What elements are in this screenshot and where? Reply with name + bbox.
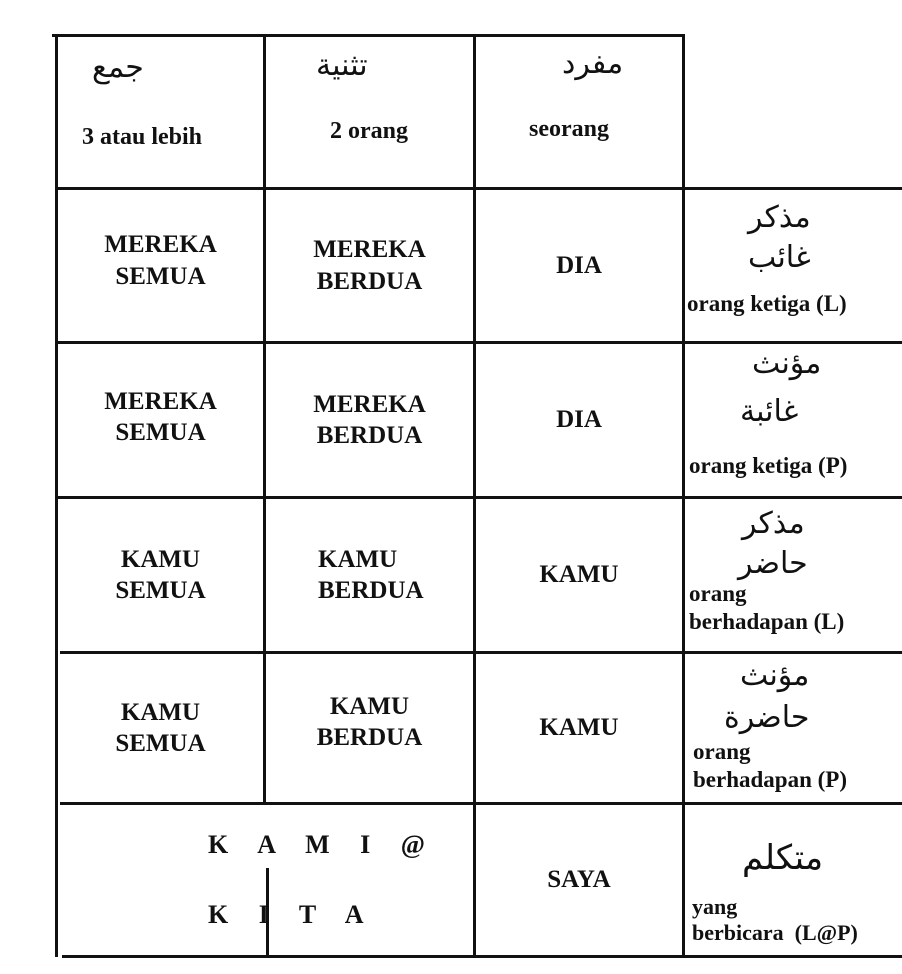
label-line: berbicara (L@P) <box>692 920 858 946</box>
mufrad-cell <box>476 654 682 802</box>
tatsniyah-cell <box>266 499 473 651</box>
label-line: orang <box>689 581 747 606</box>
cell-line: KAMU <box>539 561 619 589</box>
merged-plural-cell-line: K I T A <box>208 900 376 929</box>
cell-line: KAMU <box>318 545 398 573</box>
label-line: berhadapan (L) <box>689 608 845 634</box>
tatsniyah-cell <box>266 654 473 802</box>
label-line: berhadapan (P) <box>693 766 847 792</box>
mufrad-cell <box>476 499 682 651</box>
person-label <box>689 452 847 480</box>
cell-line: DIA <box>556 406 602 434</box>
cell-line: SEMUA <box>115 262 206 290</box>
column-divider <box>682 34 685 957</box>
arabic-pronoun-category: مؤنث <box>740 658 810 693</box>
tatsniyah-heading-label: 2 orang <box>330 118 408 144</box>
cell-line: BERDUA <box>316 422 423 449</box>
person-label <box>693 738 847 793</box>
cell-line: MEREKA <box>313 236 426 264</box>
arabic-pronoun-category: مؤنث <box>752 346 822 381</box>
cell-line: KAMU <box>120 545 201 573</box>
cell-line: MEREKA <box>313 390 426 418</box>
merged-plural-cell-line: K A M I @ <box>208 830 437 859</box>
cell-line: SAYA <box>547 866 611 894</box>
cell-line: DIA <box>556 251 602 279</box>
mufrad-arabic-heading: مفرد <box>562 46 624 81</box>
jamak-cell <box>58 190 263 341</box>
cell-line: BERDUA <box>316 267 423 295</box>
person-label <box>689 580 844 635</box>
person-label <box>692 894 858 947</box>
arabic-pronoun-category: مذكر <box>742 506 805 541</box>
mufrad-cell <box>476 344 682 496</box>
table-border-bottom <box>62 955 902 958</box>
arabic-pronoun-category: حاضرة <box>724 700 810 735</box>
cell-line: KAMU <box>329 692 410 720</box>
tatsniyah-cell <box>266 190 473 341</box>
label-line: orang ketiga (L) <box>687 291 847 316</box>
cell-line: MEREKA <box>104 231 217 259</box>
cell-line: SEMUA <box>115 577 206 604</box>
tatsniyah-cell <box>266 344 473 496</box>
jamak-heading-label: 3 atau lebih <box>82 124 203 150</box>
jamak-arabic-heading: جمع <box>92 50 144 85</box>
cell-line: KAMU <box>120 698 201 726</box>
mufrad-heading-label: seorang <box>529 116 609 142</box>
arabic-pronoun-category: غائبة <box>740 394 799 429</box>
jamak-cell <box>58 499 263 651</box>
person-label <box>687 290 847 318</box>
jamak-cell <box>58 344 263 496</box>
arabic-pronoun-category: غائب <box>748 240 811 275</box>
cell-line: SEMUA <box>115 730 206 757</box>
cell-line: BERDUA <box>316 724 423 751</box>
arabic-pronoun-category: مذكر <box>748 200 811 235</box>
jamak-cell <box>58 654 263 802</box>
cell-line: SEMUA <box>115 419 206 446</box>
label-line: orang ketiga (P) <box>689 453 848 478</box>
cell-line: BERDUA <box>318 577 424 604</box>
label-line: orang <box>693 739 751 764</box>
table-border-top <box>52 34 685 37</box>
cell-line: MEREKA <box>104 387 217 415</box>
tatsniyah-arabic-heading: تثنية <box>316 48 368 83</box>
mufrad-cell <box>476 190 682 341</box>
label-line: yang <box>692 894 738 919</box>
mufrad-cell <box>476 805 682 955</box>
arabic-pronoun-category: حاضر <box>738 546 808 581</box>
arabic-pronoun-category: متكلم <box>742 838 824 878</box>
cell-line: KAMU <box>539 714 619 742</box>
